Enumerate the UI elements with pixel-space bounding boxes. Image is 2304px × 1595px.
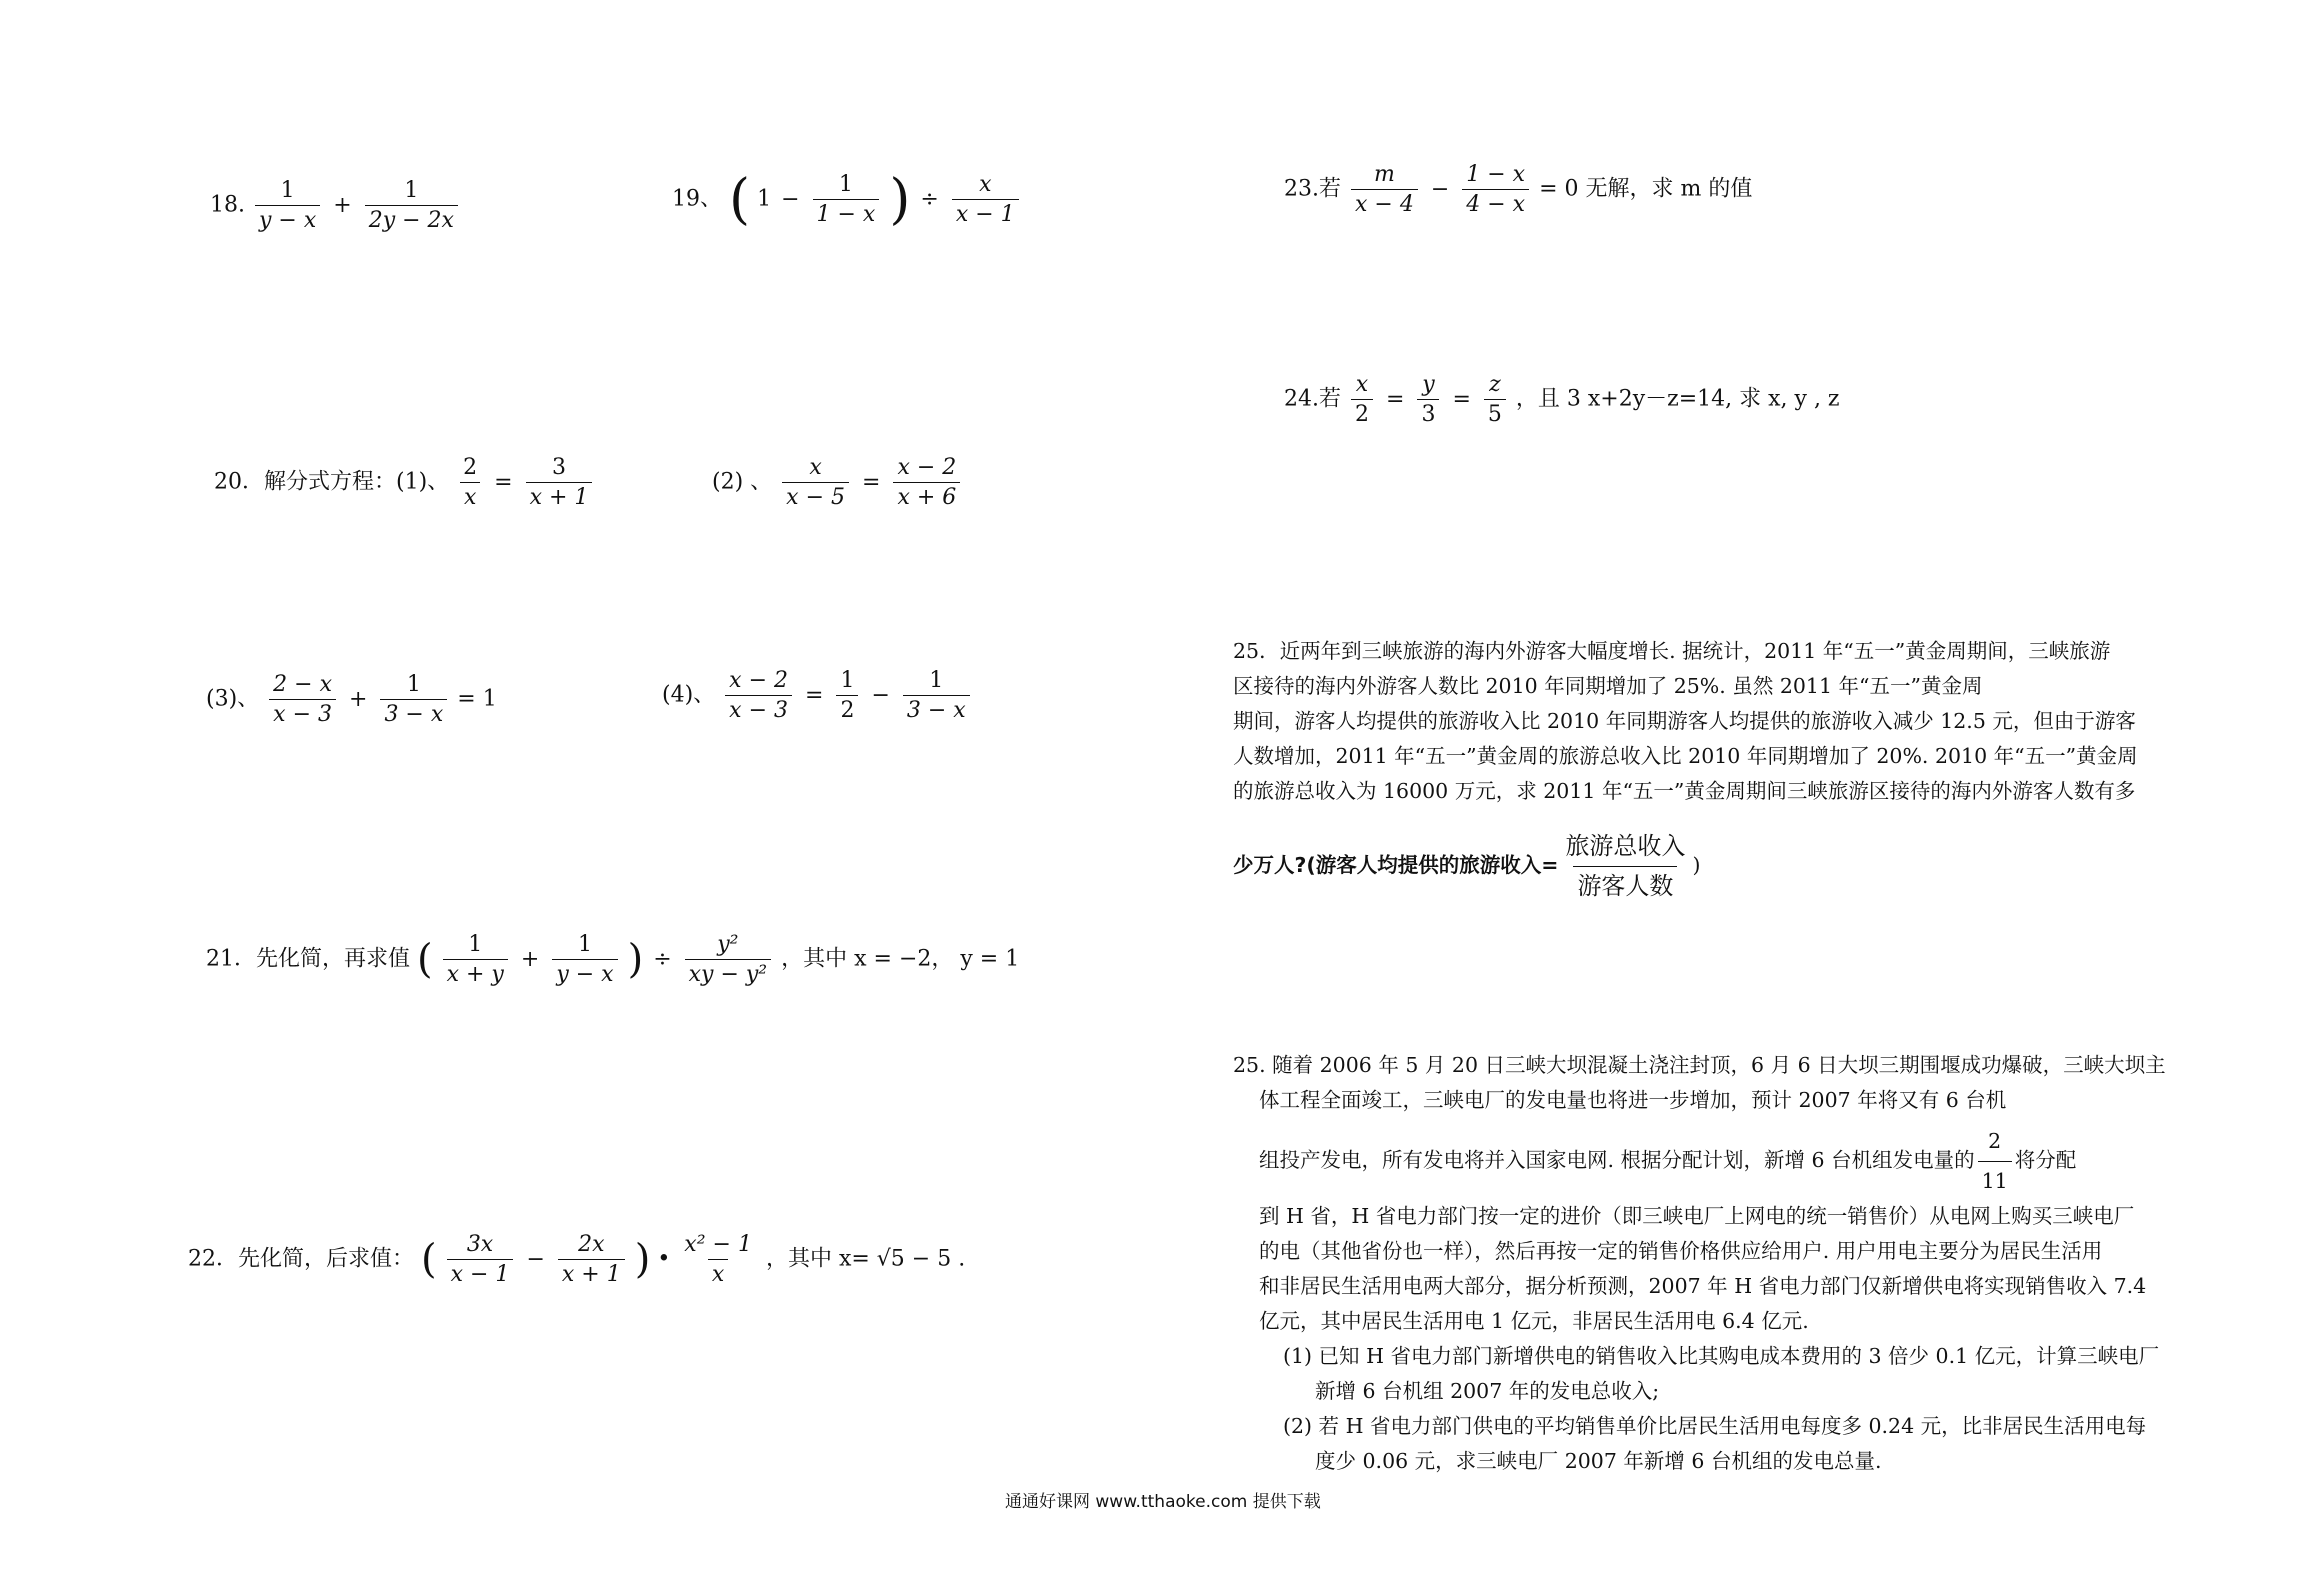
q25a-line-3: 期间，游客人均提供的旅游收入比 2010 年同期游客人均提供的旅游收入减少 12.5 元，但由于游客: [1233, 709, 2136, 733]
q25b-sub-1: (1) 已知 H 省电力部门新增供电的销售收入比其购电成本费用的 3 倍少 0.1 亿元，计算三峡电厂: [1283, 1344, 2160, 1368]
q22-right-paren: ): [634, 1236, 651, 1283]
q22-minus: −: [526, 1246, 545, 1272]
q25a-formula-fraction: $\frac{\text{旅游总收入}}{\text{游客人数}}$: [1561, 829, 1689, 904]
q25a-line-2: 区接待的海内外游客人数比 2010 年同期增加了 25%. 虽然 2011 年“五一”黄金周: [1233, 674, 1983, 698]
q20-equals: =: [494, 469, 513, 495]
q25a-line-1: 25．近两年到三峡旅游的海内外游客大幅度增长. 据统计，2011 年“五一”黄金周期间，三峡旅游: [1233, 639, 2111, 663]
q18-fraction-2: $\frac{1}{2y - 2x}$: [365, 178, 458, 233]
q25a-line-6: [1233, 829, 2193, 904]
q20-3-label: (3)、: [206, 686, 260, 712]
q20-3-fraction-b: $\frac{1}{3 - x}$: [380, 672, 447, 727]
q20-3-plus: +: [349, 686, 368, 712]
q19-left-paren: (: [729, 167, 751, 231]
q18-fraction-1: $\frac{1}{y - x}$: [255, 178, 320, 233]
q20-fraction-a: $\frac{2}{x}$: [459, 455, 481, 510]
q25b-sub-2: (2) 若 H 省电力部门供电的平均销售单价比居民生活用电每度多 0.24 元，比非居民生活用电每: [1283, 1414, 2147, 1438]
q20-equals-2: =: [862, 469, 881, 495]
q22-left-paren: (: [421, 1236, 437, 1283]
q23-label: 23.若: [1284, 176, 1341, 202]
q21-fraction-c: $\frac{\text{y²}}{\text{xy − y²}}$: [685, 932, 772, 987]
q21-right-paren: ): [627, 936, 644, 983]
q20-fraction-b: $\frac{3}{x + 1}$: [526, 455, 593, 510]
q20-fraction-c: $\frac{x}{x - 5}$: [782, 455, 849, 510]
q19-fraction-2: $\frac{x}{x - 1}$: [952, 172, 1019, 227]
q24-label: 24.若: [1284, 386, 1341, 412]
q19-divide: ÷: [920, 186, 939, 212]
q20-fraction-d: $\frac{x - 2}{x + 6}$: [893, 455, 960, 510]
q19-right-paren: ): [889, 167, 911, 231]
q25b-line-3-text: 组投产发电，所有发电将并入国家电网. 根据分配计划，新增 6 台机组发电量的: [1259, 1148, 1975, 1172]
question-22: [188, 1232, 965, 1287]
q24-condition: ，且 3 x+2y－z=14, 求 x, y , z: [1515, 386, 1840, 412]
footer-source: 通通好课网 www.tthaoke.com 提供下载: [1005, 1492, 1321, 1512]
q22-fraction-c: $\frac{\text{x² − 1}}{x}$: [684, 1232, 752, 1287]
q20-part2-label: (2) 、: [712, 469, 773, 495]
q25b-line-1: 25. 随着 2006 年 5 月 20 日三峡大坝混凝土浇注封顶，6 月 6 日大坝三期围堰成功爆破，三峡大坝主: [1233, 1053, 2166, 1077]
q25b-line-5: 的电（其他省份也一样），然后再按一定的销售价格供应给用户. 用户用电主要分为居民生活用: [1259, 1239, 2103, 1263]
question-25-three-gorges: [1233, 1048, 2193, 1479]
q24-fraction-y: $\frac{y}{3}$: [1417, 372, 1439, 427]
question-20-part-4: [662, 668, 973, 723]
q20-4-fraction-a: $\frac{x - 2}{x - 3}$: [725, 668, 792, 723]
q22-dot: •: [657, 1246, 671, 1272]
question-19: [672, 167, 1022, 231]
q22-condition: ，其中 x= √5 − 5 .: [765, 1246, 966, 1272]
q25b-line-7: 亿元，其中居民生活用电 1 亿元，非居民生活用电 6.4 亿元.: [1259, 1309, 1809, 1333]
q25b-line-3: [1233, 1124, 2193, 1199]
question-23: [1284, 162, 1752, 217]
q25b-line-6: 和非居民生活用电两大部分，据分析预测，2007 年 H 省电力部门仅新增供电将实现销售收入 7.4: [1259, 1274, 2147, 1298]
q24-fraction-z: $\frac{z}{5}$: [1484, 372, 1506, 427]
q25b-sub-2-cont: 度少 0.06 元，求三峡电厂 2007 年新增 6 台机组的发电总量.: [1315, 1449, 1882, 1473]
q25a-line-5: 的旅游总收入为 16000 万元，求 2011 年“五一”黄金周期间三峡旅游区接待的海内外游客人数有多: [1233, 779, 2136, 803]
q25a-close-paren: ): [1692, 853, 1701, 877]
q22-fraction-b: $\frac{2x}{x + 1}$: [558, 1232, 625, 1287]
q21-fraction-a: $\frac{1}{x + y}$: [443, 932, 508, 987]
q24-fraction-x: $\frac{x}{2}$: [1351, 372, 1373, 427]
q23-fraction-a: $\frac{m}{x - 4}$: [1351, 162, 1418, 217]
q20-4-fraction-b: $\frac{1}{2}$: [836, 668, 858, 723]
q25b-line-2: 体工程全面竣工，三峡电厂的发电量也将进一步增加，预计 2007 年将又有 6 台机: [1259, 1088, 2007, 1112]
q20-4-label: (4)、: [662, 682, 716, 708]
q23-minus: −: [1430, 176, 1450, 202]
q21-plus: +: [520, 946, 540, 972]
question-20-part-2: [712, 455, 963, 510]
question-21: [206, 932, 1019, 987]
q25b-fraction: $\frac{2}{11}$: [1978, 1124, 2012, 1199]
q22-label: 22．先化简，后求值：: [188, 1246, 414, 1272]
question-18: [210, 178, 461, 233]
q25b-sub-1-cont: 新增 6 台机组 2007 年的发电总收入;: [1315, 1379, 1660, 1403]
q20-3-rhs: = 1: [457, 686, 497, 712]
q19-fraction-1: $\frac{1}{1 - x}$: [813, 172, 880, 227]
q19-minus: −: [781, 186, 800, 212]
q21-divide: ÷: [653, 946, 672, 972]
question-24: [1284, 372, 1840, 427]
question-20-part-3: [206, 672, 497, 727]
question-20: [214, 455, 595, 510]
q21-label: 21．先化简，再求值: [206, 946, 410, 972]
q23-condition: = 0 无解，求 m 的值: [1539, 176, 1753, 202]
q25b-line-3-tail: 将分配: [2014, 1148, 2077, 1172]
q20-4-equals: =: [805, 682, 824, 708]
q24-equals-1: =: [1386, 386, 1405, 412]
q20-label: 20．解分式方程：(1)、: [214, 469, 450, 495]
q24-equals-2: =: [1452, 386, 1471, 412]
q19-label: 19、: [672, 186, 722, 212]
q22-fraction-a: $\frac{3x}{x - 1}$: [447, 1232, 514, 1287]
q20-4-minus: −: [871, 682, 890, 708]
q21-fraction-b: $\frac{1}{y - x}$: [552, 932, 617, 987]
q20-3-fraction-a: $\frac{2 - x}{x - 3}$: [269, 672, 336, 727]
q23-fraction-b: $\frac{1 - x}{4 - x}$: [1462, 162, 1529, 217]
q25a-line-4: 人数增加，2011 年“五一”黄金周的旅游总收入比 2010 年同期增加了 20%. 2010 年“五一”黄金周: [1233, 744, 2138, 768]
question-25-tourism: [1233, 634, 2193, 904]
q20-4-fraction-c: $\frac{1}{3 - x}$: [903, 668, 970, 723]
q25b-line-4: 到 H 省，H 省电力部门按一定的进价（即三峡电厂上网电的统一销售价）从电网上购买三峡电厂: [1259, 1204, 2135, 1228]
q21-condition: ，其中 x = −2， y = 1: [781, 946, 1020, 972]
q19-one: 1: [757, 186, 772, 212]
q18-plus: +: [333, 192, 352, 218]
q18-label: 18.: [210, 192, 245, 218]
q25a-line-6-text: 少万人?(游客人均提供的旅游收入=: [1233, 853, 1559, 877]
q21-left-paren: (: [417, 936, 433, 983]
